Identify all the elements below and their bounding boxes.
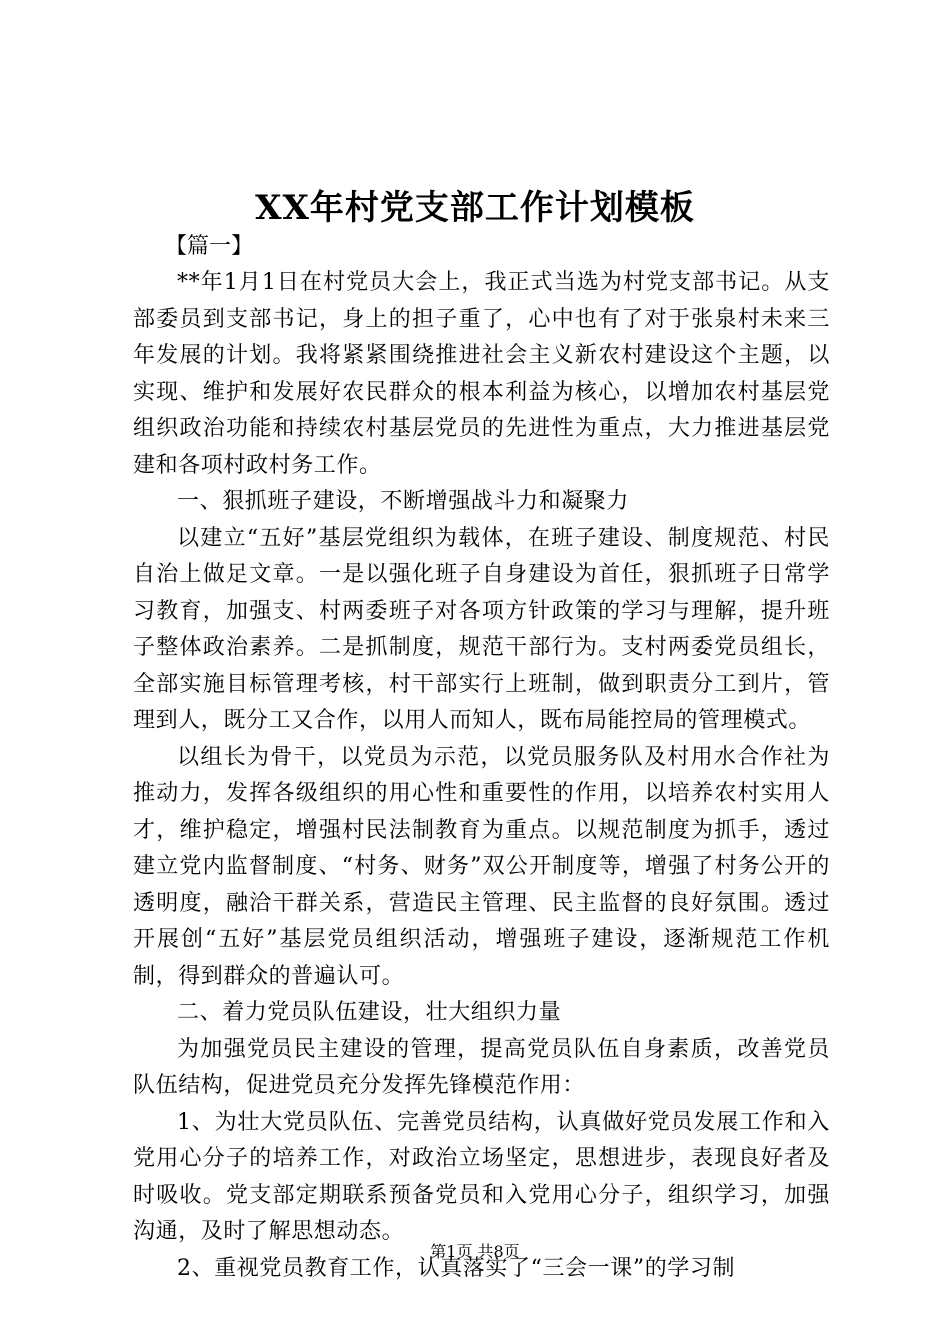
list-item-2: 2、重视党员教育工作，认真落实了“三会一课”的学习制	[177, 1255, 736, 1281]
paragraph-party-members: 为加强党员民主建设的管理，提高党员队伍自身素质，改善党员队伍结构，促进党员充分发挥先锋模范作用：	[133, 1036, 830, 1098]
list-item-1: 1、为壮大党员队伍、完善党员结构，认真做好党员发展工作和入党用心分子的培养工作，对政治立场坚定，思想进步，表现良好者及时吸收。党支部定期联系预备党员和入党用心分子，组织学习，加强沟通，及时了解思想动态。	[133, 1109, 830, 1244]
section-label: 【篇一】	[165, 234, 254, 259]
paragraph-team-building: 以建立“五好”基层党组织为载体，在班子建设、制度规范、村民自治上做足文章。一是以强化班子自身建设为首任，狠抓班子日常学习教育，加强支、村两委班子对各项方针政策的学习与理解，提升班子整体政治素养。二是抓制度，规范干部行为。支村两委党员组长，全部实施目标管理考核，村干部实行上班制，做到职责分工到片，管理到人，既分工又合作，以用人而知人，既布局能控局的管理模式。	[133, 525, 830, 733]
paragraph-organization: 以组长为骨干，以党员为示范，以党员服务队及村用水合作社为推动力，发挥各级组织的用心性和重要性的作用，以培养农村实用人才，维护稳定，增强村民法制教育为重点。以规范制度为抓手，透过建立党内监督制度、“村务、财务”双公开制度等，增强了村务公开的透明度，融洽干群关系，营造民主管理、民主监督的良好氛围。透过开展创“五好”基层党员组织活动，增强班子建设，逐渐规范工作机制，得到群众的普遍认可。	[133, 744, 830, 989]
document-body	[133, 265, 830, 1287]
paragraph-intro: **年1月1日在村党员大会上，我正式当选为村党支部书记。从支部委员到支部书记，身上的担子重了，心中也有了对于张泉村未来三年发展的计划。我将紧紧围绕推进社会主义新农村建设这个主题，以实现、维护和发展好农民群众的根本利益为核心，以增加农村基层党组织政治功能和持续农村基层党员的先进性为重点，大力推进基层党建和各项村政村务工作。	[133, 270, 830, 478]
heading-section-1: 一、狠抓班子建设，不断增强战斗力和凝聚力	[177, 489, 630, 514]
heading-section-2: 二、着力党员队伍建设，壮大组织力量	[177, 1000, 562, 1025]
page-footer: 第1页 共8页	[430, 1242, 520, 1261]
document-title: XX年村党支部工作计划模板	[255, 188, 695, 228]
